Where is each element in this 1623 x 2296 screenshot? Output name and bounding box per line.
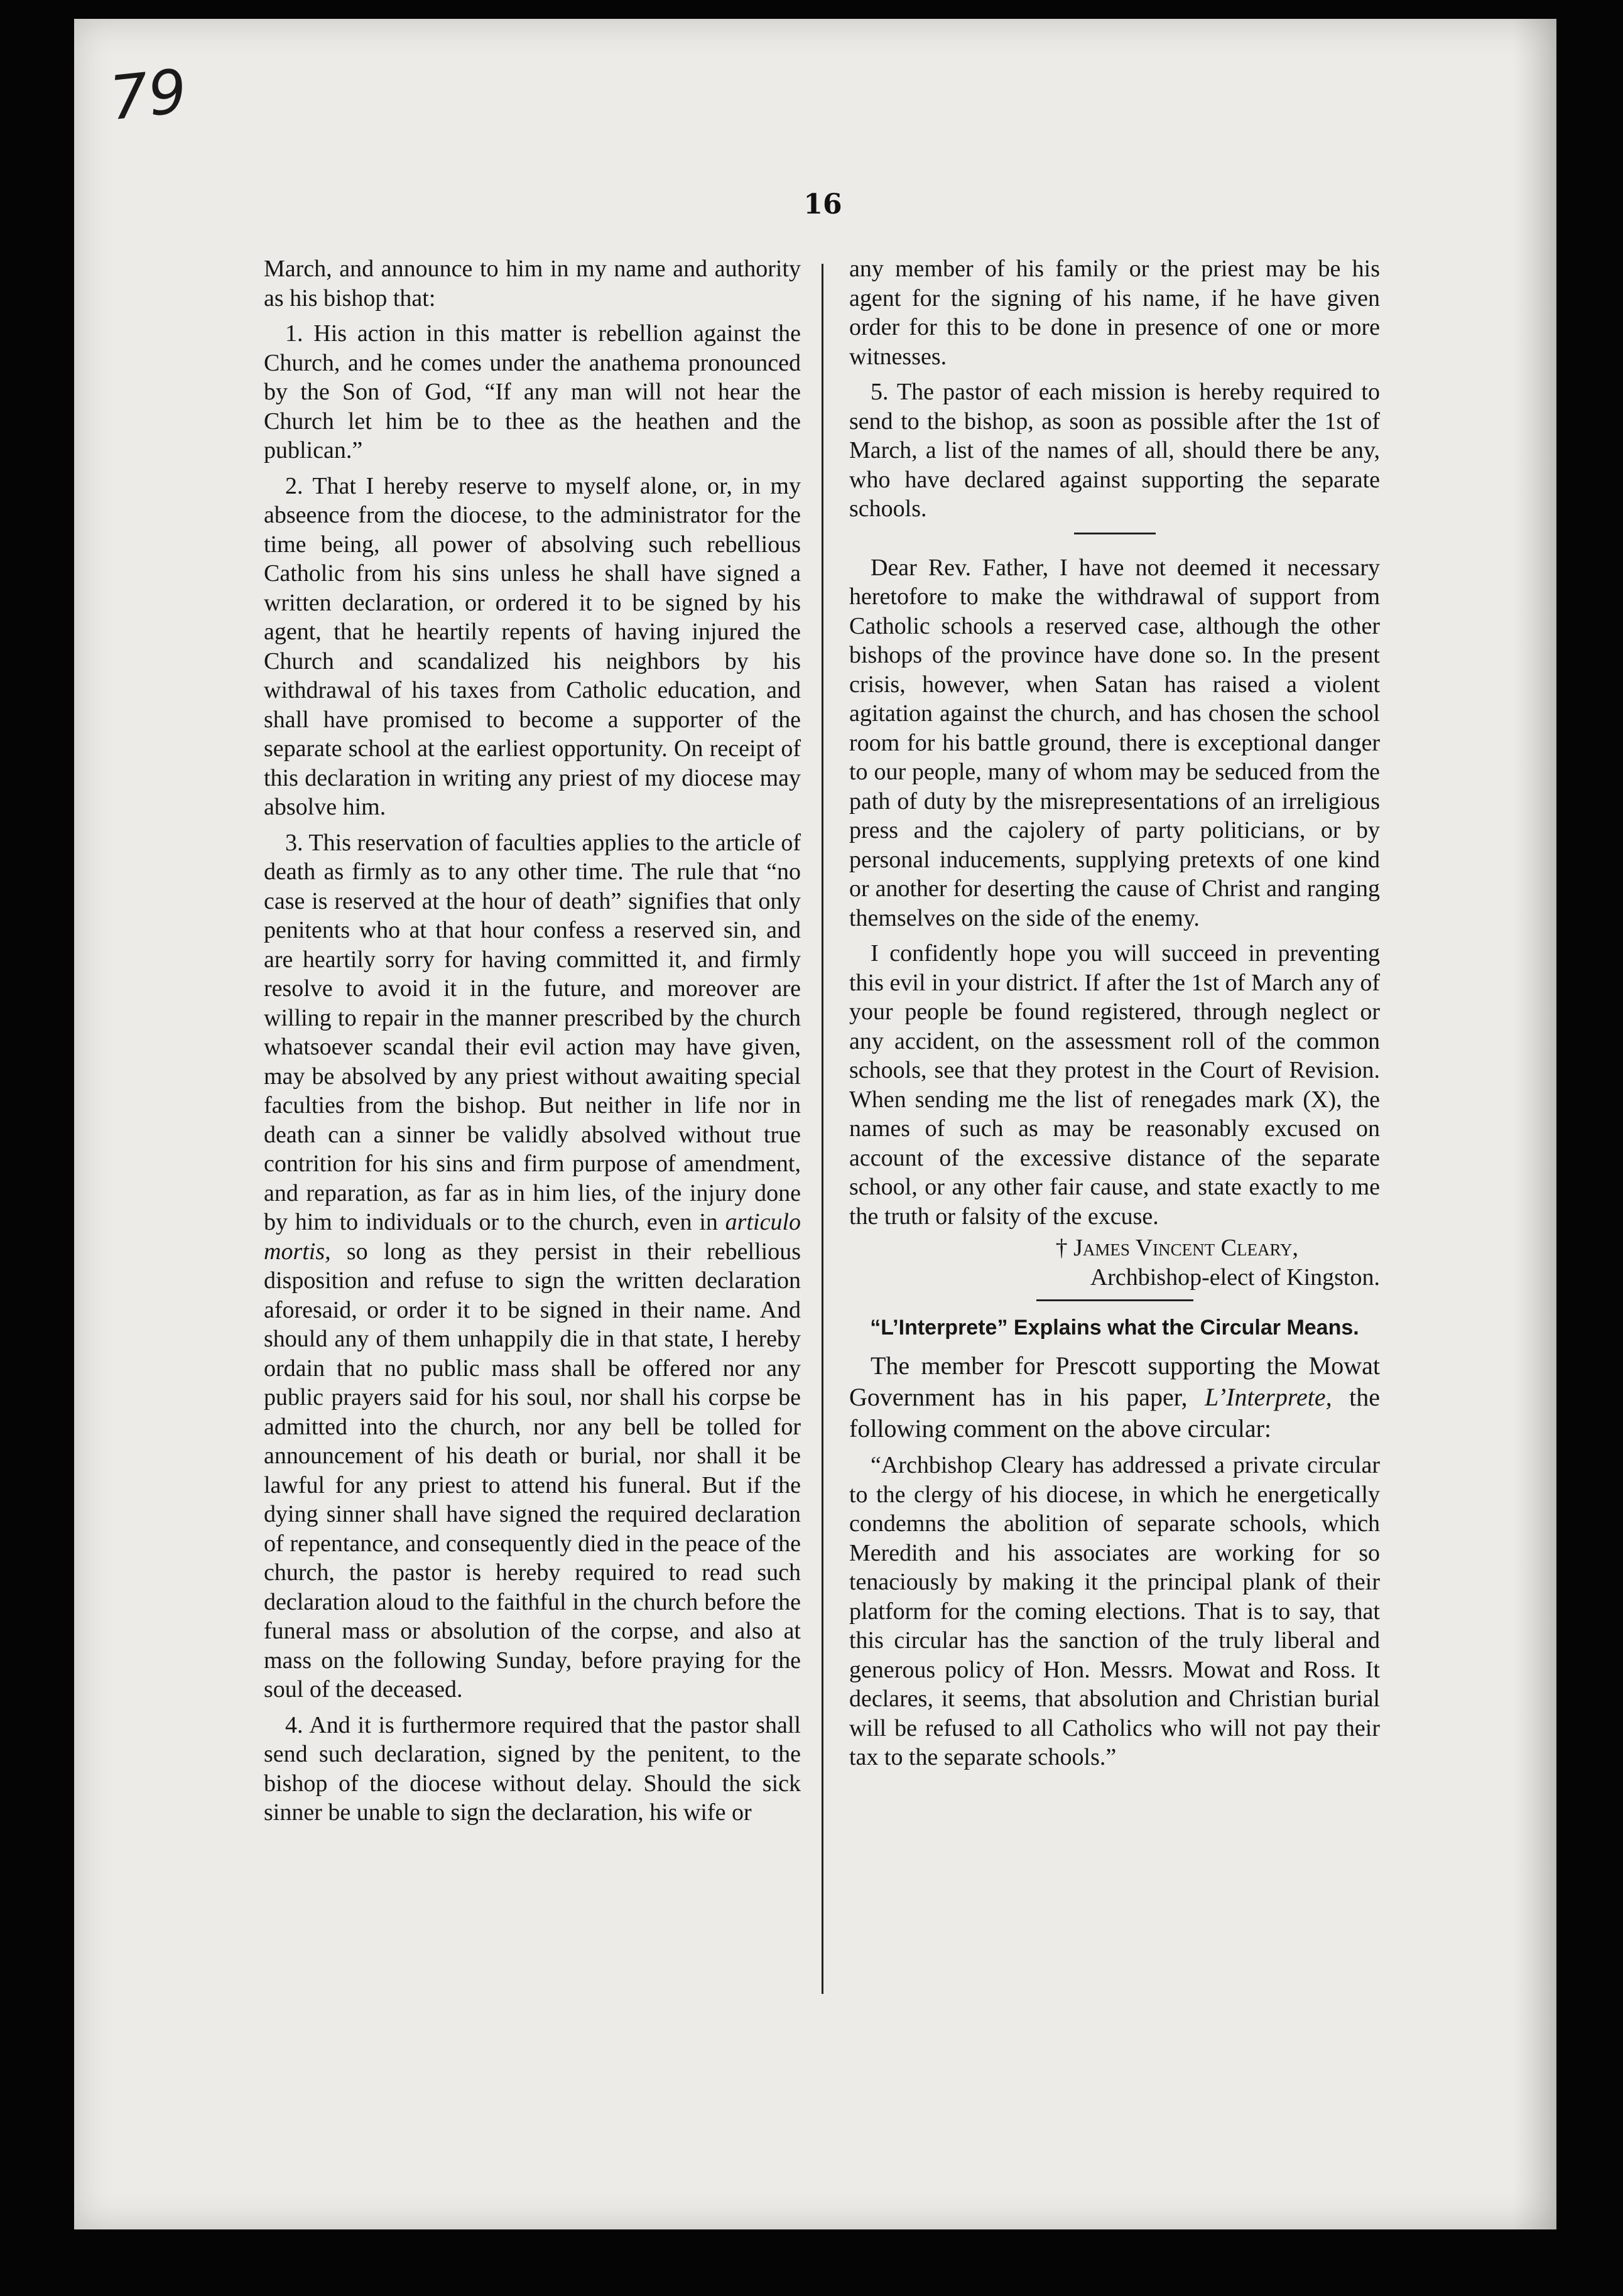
signature-title: Archbishop-elect of Kingston. <box>1090 1264 1380 1291</box>
section-subheading: “L’Interprete” Explains what the Circular Means. <box>870 1316 1359 1340</box>
left-paragraph-intro: March, and announce to him in my name and authority as his bishop that: <box>264 256 801 311</box>
signature-name: † James Vincent Cleary, <box>1055 1235 1298 1261</box>
right-paragraph-dear-father: Dear Rev. Father, I have not deemed it necessary heretofore to make the withdrawal of support from Catholic schools a reserved case, although the other bishops of the province have done so. In the present crisis, however, when Satan has raised a violent agitation against the church, and has chosen the school room for his battle ground, there is exceptional danger to our people, many of whom may be seduced from the path of duty by the misrepresentations of an irreligious press and the cajolery of party politicians, or by personal inducements, supplying pretexts of one kind or another for deserting the cause of Christ and ranging themselves on the side of the enemy. <box>849 554 1380 931</box>
right-paragraph-prescott-part-b: the following comment on the above circular: <box>849 1383 1381 1443</box>
right-paragraph-5: 5. The pastor of each mission is hereby required to send to the bishop, as soon as possible after the 1st of March, a list of the names of all, should there be any, who have declared against supporting the separate schools. <box>849 379 1380 522</box>
section-rule-long <box>1036 1299 1193 1301</box>
right-paragraph-hope: I confidently hope you will succeed in preventing this evil in your district. If after the 1st of March any of your people be found registered, through neglect or any accident, on the assessment roll of the common schools, see that they protest in the Court of Revision. When sending me the list of renegades mark (X), the names of such as may be reasonably excused on account of the excessive distance of the separate school, or any other fair cause, and state exactly to me the truth or falsity of the excuse. <box>849 940 1380 1230</box>
left-paragraph-4: 4. And it is furthermore required that the pastor shall send such declaration, signed by the penitent, to the bishop of the diocese without delay. Should the sick sinner be unable to sign the declaration, his wife or <box>264 1711 801 1826</box>
left-column <box>264 254 801 1828</box>
right-paragraph-quote: “Archbishop Cleary has addressed a private circular to the clergy of his diocese, in which he energetically condemns the abolition of separate schools, which Meredith and his associates are working for so tenaciously by making it the principal plank of their platform for the coming elections. That is to say, that this circular has the sanction of the truly liberal and generous policy of Hon. Messrs. Mowat and Ross. It declares, it seems, that absolution and Christian burial will be refused to all Catholics who will not pay their tax to the separate schools.” <box>849 1452 1380 1770</box>
page-number: 16 <box>803 188 842 220</box>
right-paragraph-continued: any member of his family or the priest may be his agent for the signing of his name, if he have given order for this to be done in presence of one or more witnesses. <box>849 256 1380 370</box>
column-divider <box>822 264 823 1994</box>
left-paragraph-1: 1. His action in this matter is rebellion against the Church, and he comes under the anathema pronounced by the Son of God, “If any man will not hear the Church let him be to thee as the heathen and the publican.” <box>264 320 801 463</box>
right-paragraph-prescott-italic: L’Interprete, <box>1205 1383 1332 1411</box>
right-paragraph-prescott <box>849 1350 1380 1444</box>
left-paragraph-3-part-a: 3. This reservation of faculties applies to the article of death as firmly as to any other time. The rule that “no case is reserved at the hour of death” signifies that only penitents who at that hour confess a reserved sin, and are heartily sorry for having committed it, and firmly resolve to avoid it in the future, and moreover are willing to repair in the manner prescribed by the church whatsoever scandal their evil action may have given, may be absolved by any priest without awaiting special faculties from the bishop. But neither in life nor in death can a sinner be validly absolved without true contrition for his sins and firm purpose of amendment, and reparation, as far as in him lies, of the injury done by him to individuals or to the church, even in <box>264 829 801 1235</box>
handwritten-page-mark: 79 <box>106 55 190 134</box>
left-paragraph-3 <box>264 828 801 1704</box>
left-paragraph-3-italic: articulo mortis, <box>264 1209 801 1265</box>
right-column <box>849 254 1380 1772</box>
section-rule-short <box>1074 533 1156 534</box>
right-paragraph-prescott-part-a: The member for Prescott supporting the Mowat Government has in his paper, <box>849 1351 1380 1411</box>
left-paragraph-2: 2. That I hereby reserve to myself alone, or, in my abseence from the diocese, to the administrator for the time being, all power of absolving such rebellious Catholic from his sins unless he shall have signed a written declaration, or ordered it to be signed by his agent, that he heartily repents of having injured the Church and scandalized his neighbors by his withdrawal of his taxes from Catholic education, and shall have promised to become a supporter of the separate school at the earliest opportunity. On receipt of this declaration in writing any priest of my diocese may absolve him. <box>264 472 801 820</box>
left-paragraph-3-part-b: so long as they persist in their rebellious disposition and refuse to sign the written declaration aforesaid, or order it to be signed in their name. And should any of them unhappily die in that state, I hereby ordain that no public mass shall be offered nor any public prayers said for his soul, nor shall his corpse be admitted into the church, nor any bell be tolled for announcement of his death or burial, nor shall it be lawful for any priest to attend his funeral. But if the dying sinner shall have signed the required declaration of repentance, and consequently died in the peace of the church, the pastor is hereby required to read such declaration aloud to the faithful in the church before the funeral mass or absolution of the corpse, and also at mass on the following Sunday, before praying for the soul of the deceased. <box>264 1238 801 1703</box>
